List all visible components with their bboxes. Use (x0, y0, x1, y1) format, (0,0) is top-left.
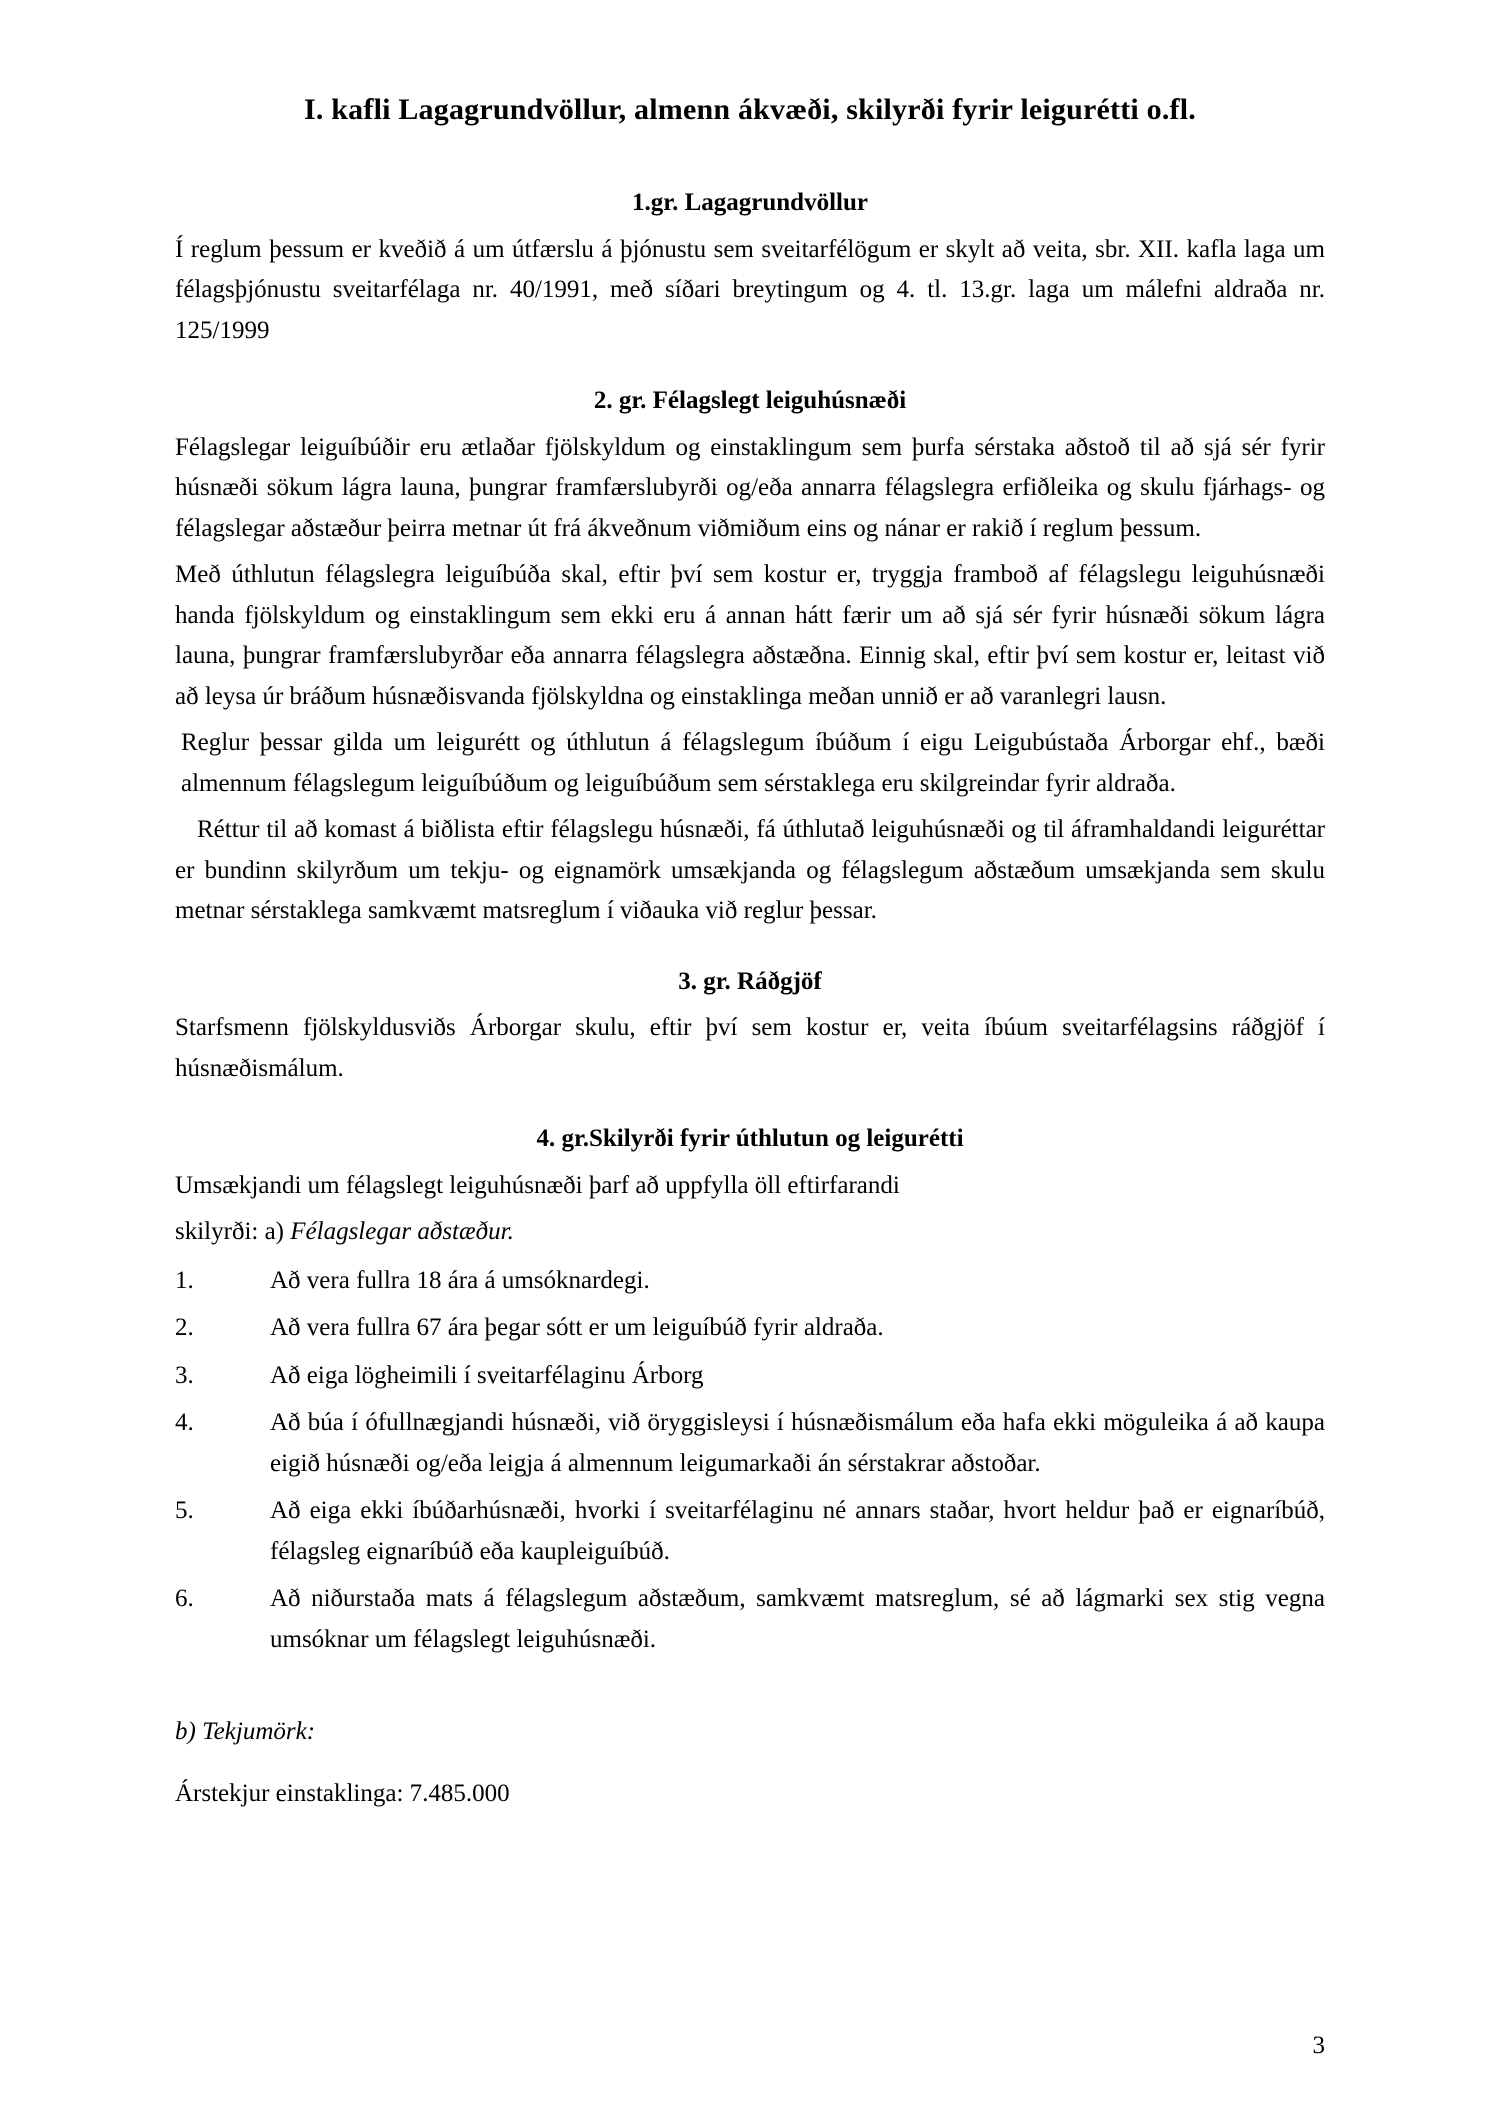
page-number: 3 (1312, 2032, 1325, 2059)
list-item-number: 5. (175, 1497, 194, 1524)
list-item-number: 3. (175, 1361, 194, 1389)
spacer (175, 1089, 1325, 1123)
section-4-intro-prefix: skilyrði: a) (175, 1218, 291, 1245)
list-item (175, 1403, 1325, 1484)
list-item-text: Að eiga ekki íbúðarhúsnæði, hvorki í sveitarfélaginu né annars staðar, hvort heldur það er eignaríbúð, félagsleg eignaríbúð eða kaupleiguíbúð. (270, 1497, 1325, 1565)
section-2-paragraph-1: Félagslegar leiguíbúðir eru ætlaðar fjölskyldum og einstaklingum sem þurfa sérstaka aðstoð til að sjá sér fyrir húsnæði sökum lágra launa, þungrar framfærslubyrði og/eða annarra félagslegra erfiðleika og skulu fjárhags- og félagslegar aðstæður þeirra metnar út frá ákveðnum viðmiðum eins og nánar er rakið í reglum þessum. (175, 433, 1325, 542)
list-item-text: Að vera fullra 18 ára á umsóknardegi. (270, 1266, 650, 1294)
section-3-paragraph-1: Starfsmenn fjölskyldusviðs Árborgar skulu, eftir því sem kostur er, veita íbúum sveitarfélagsins ráðgjöf í húsnæðismálum. (175, 1014, 1325, 1082)
list-item (175, 1261, 1325, 1302)
list-item (175, 1308, 1325, 1349)
section-2-paragraph-4: Réttur til að komast á biðlista eftir félagslegu húsnæði, fá úthlutað leiguhúsnæði og til áframhaldandi leiguréttar er bundinn skilyrðum um tekju- og eignamörk umsækjanda og félagslegum aðstæðum umsækjanda sem skulu metnar sérstaklega samkvæmt matsreglum í viðauka við reglur þessar. (175, 816, 1325, 924)
list-item-number: 4. (175, 1409, 194, 1436)
list-item-number: 1. (175, 1266, 194, 1294)
list-item-text: Að niðurstaða mats á félagslegum aðstæðum, samkvæmt matsreglum, sé að lágmarki sex stig vegna umsóknar um félagslegt leiguhúsnæði. (270, 1585, 1325, 1653)
spacer (175, 129, 1325, 187)
list-item (175, 1579, 1325, 1660)
list-item-text: Að vera fullra 67 ára þegar sótt er um leiguíbúð fyrir aldraða. (270, 1314, 884, 1341)
section-2-paragraph-3: Reglur þessar gilda um leigurétt og úthlutun á félagslegum íbúðum í eigu Leigubústaða Árborgar ehf., bæði almennum félagslegum leiguíbúðum og leiguíbúðum sem sérstaklega eru skilgreindar fyrir aldraða. (181, 729, 1325, 797)
list-item-number: 2. (175, 1314, 194, 1341)
arstekjur-line: Árstekjur einstaklinga: 7.485.000 (175, 1780, 510, 1807)
spacer (175, 351, 1325, 385)
section-4-intro-line-1: Umsækjandi um félagslegt leiguhúsnæði þarf að uppfylla öll eftirfarandi (175, 1171, 900, 1199)
page-title: I. kafli Lagagrundvöllur, almenn ákvæði, skilyrði fyrir leigurétti o.fl. (304, 93, 1196, 126)
list-item-text: Að búa í ófullnægjandi húsnæði, við öryggisleysi í húsnæðismálum eða hafa ekki möguleika á að kaupa eigið húsnæði og/eða leigja á almennum leigumarkaði án sérstakrar aðstoðar. (270, 1409, 1325, 1477)
spacer (175, 1660, 1325, 1718)
section-2-paragraph-2: Með úthlutun félagslegra leiguíbúða skal, eftir því sem kostur er, tryggja framboð af félagslegu leiguhúsnæði handa fjölskyldum og einstaklingum sem ekki eru á annan hátt færir um að sjá sér fyrir húsnæði sökum lágra launa, þungrar framfærslubyrðar eða annarra félagslegra aðstæðna. Einnig skal, eftir því sem kostur er, leitast við að leysa úr bráðum húsnæðisvanda fjölskyldna og einstaklinga meðan unnið er að varanlegri lausn. (175, 561, 1325, 710)
spacer (175, 1746, 1325, 1780)
section-heading-2: 2. gr. Félagslegt leiguhúsnæði (593, 387, 907, 414)
list-item-number: 6. (175, 1585, 194, 1612)
section-1-paragraph-1: Í reglum þessum er kveðið á um útfærslu á þjónustu sem sveitarfélögum er skylt að veita, sbr. XII. kafla laga um félagsþjónustu sveitarfélaga nr. 40/1991, með síðari breytingum og 4. tl. 13.gr. laga um málefni aldraða nr. 125/1999 (175, 235, 1325, 344)
section-heading-4: 4. gr.Skilyrði fyrir úthlutun og leigurétti (536, 1125, 964, 1152)
tekjumork-label: b) Tekjumörk: (175, 1718, 316, 1745)
conditions-list (175, 1261, 1325, 1661)
section-heading-1: 1.gr. Lagagrundvöllur (632, 189, 868, 216)
spacer (175, 932, 1325, 966)
list-item (175, 1356, 1325, 1397)
section-4-intro-italic: Félagslegar aðstæður. (290, 1218, 514, 1245)
section-4-intro-line-2 (175, 1212, 1325, 1253)
list-item-text: Að eiga lögheimili í sveitarfélaginu Árborg (270, 1361, 704, 1389)
section-heading-3: 3. gr. Ráðgjöf (678, 967, 822, 995)
list-item (175, 1491, 1325, 1572)
